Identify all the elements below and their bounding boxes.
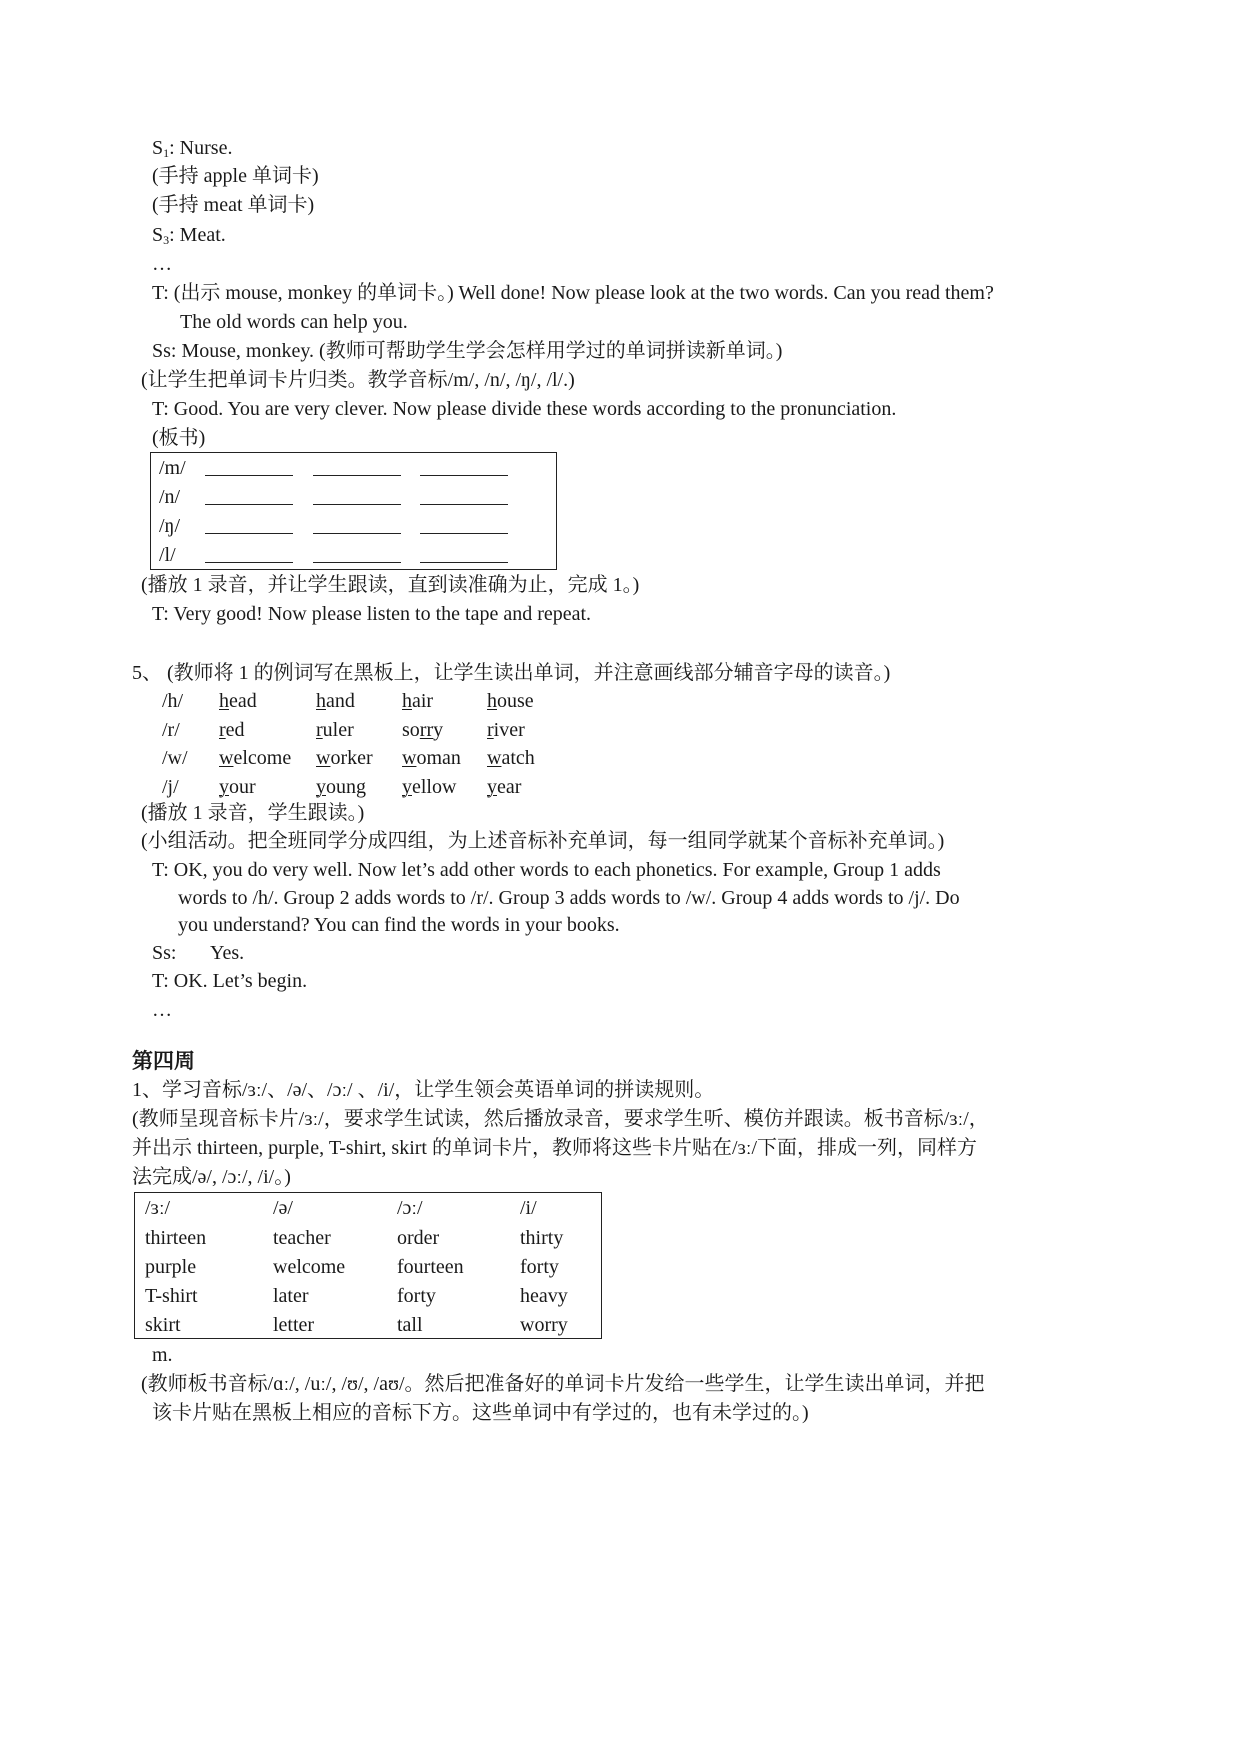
- phonetic-symbol: /n/: [159, 486, 181, 508]
- speaker-subscript: 3: [163, 233, 170, 247]
- example-word: [219, 775, 256, 799]
- answer-blank: [313, 533, 401, 534]
- board-table-nasal-sounds: [150, 452, 557, 570]
- word-suffix: ear: [497, 775, 522, 798]
- speaker-label: S: [152, 224, 164, 246]
- students-line: Ss: Mouse, monkey. (教师可帮助学生学会怎样用学过的单词拼读新单词。): [152, 340, 783, 362]
- phonetic-symbol: /w/: [162, 747, 188, 769]
- table-cell: heavy: [520, 1285, 568, 1307]
- answer-blank: [420, 533, 508, 534]
- table-cell: T-shirt: [145, 1285, 198, 1307]
- table-cell: thirteen: [145, 1227, 207, 1249]
- example-word: [316, 718, 354, 742]
- phonetic-symbol: /h/: [162, 690, 184, 712]
- table-cell: order: [397, 1227, 440, 1249]
- phonetic-symbol: /m/: [159, 457, 186, 479]
- answer-blank: [420, 504, 508, 505]
- table-cell: teacher: [273, 1227, 331, 1249]
- teacher-line-continued: you understand? You can find the words in your books.: [178, 914, 620, 936]
- stage-note: (小组活动。把全班同学分成四组，为上述音标补充单词，每一组同学就某个音标补充单词。): [141, 830, 945, 852]
- answer-blank: [420, 562, 508, 563]
- word-suffix: air: [412, 690, 434, 712]
- underlined-letters: r: [487, 718, 494, 741]
- speaker-label: S: [152, 137, 164, 159]
- utterance: : Nurse.: [169, 137, 233, 159]
- utterance: : Meat.: [169, 224, 226, 246]
- board-table-vowel-sounds: [134, 1192, 602, 1339]
- speaker-s1-line: [152, 136, 232, 165]
- word-suffix: uler: [322, 718, 354, 741]
- word-suffix: oung: [326, 775, 366, 798]
- underlined-letters: h: [316, 690, 326, 712]
- example-word: [402, 775, 456, 799]
- answer-blank: [420, 475, 508, 476]
- underlined-letters: w: [316, 747, 331, 769]
- answer-blank: [313, 562, 401, 563]
- table-cell: fourteen: [397, 1256, 464, 1278]
- word-suffix: ead: [229, 690, 257, 712]
- stage-note: (让学生把单词卡片归类。教学音标/m/, /n/, /ŋ/, /l/.): [141, 369, 575, 391]
- week-item-1: 1、学习音标/ɜː/、/ə/、/ɔː/ 、/i/，让学生领会英语单词的拼读规则。: [132, 1079, 715, 1101]
- table-cell: later: [273, 1285, 309, 1307]
- stage-note-continued: 并出示 thirteen, purple, T-shirt, skirt 的单词卡片，教师将这些卡片贴在/ɜː/下面，排成一列，同样方: [132, 1137, 978, 1159]
- week-heading: 第四周: [132, 1049, 195, 1073]
- speaker-s3-line: [152, 223, 226, 252]
- underlined-letters: y: [402, 775, 412, 798]
- answer-blank: [205, 504, 293, 505]
- table-cell: letter: [273, 1314, 315, 1336]
- word-suffix: y: [433, 718, 444, 741]
- phonetic-symbol: /ŋ/: [159, 515, 181, 537]
- answer-blank: [313, 504, 401, 505]
- table-cell: skirt: [145, 1314, 181, 1336]
- speaker-subscript: 1: [163, 146, 170, 160]
- word-suffix: ouse: [497, 690, 534, 712]
- word-suffix: elcome: [233, 747, 292, 769]
- word-suffix: ellow: [412, 775, 457, 798]
- teacher-line: T: OK, you do very well. Now let’s add other words to each phonetics. For example, Group 1 adds: [152, 859, 941, 881]
- stage-note: (教师呈现音标卡片/ɜː/，要求学生试读，然后播放录音，要求学生听、模仿并跟读。板书音标/ɜː/，: [132, 1108, 989, 1130]
- teacher-line: T: (出示 mouse, monkey 的单词卡。) Well done! Now please look at the two words. Can you read them?: [152, 282, 994, 304]
- ellipsis: …: [152, 999, 172, 1021]
- phonetic-symbol: /r/: [162, 718, 180, 741]
- table-cell: tall: [397, 1314, 423, 1336]
- teacher-line: T: OK. Let’s begin.: [152, 970, 308, 992]
- example-word: [487, 689, 534, 713]
- underlined-letters: y: [487, 775, 497, 798]
- column-header: /ə/: [273, 1197, 293, 1219]
- word-suffix: ed: [225, 718, 245, 741]
- section-5-intro: 5、 (教师将 1 的例词写在黑板上，让学生读出单词，并注意画线部分辅音字母的读音。): [132, 662, 891, 684]
- word-suffix: our: [229, 775, 256, 798]
- word-suffix: oman: [416, 747, 461, 769]
- example-word: [402, 689, 433, 713]
- teacher-line: T: Good. You are very clever. Now please divide these words according to the pronunciation.: [152, 398, 897, 420]
- fragment-line: m.: [152, 1344, 173, 1366]
- stage-note-continued: 该卡片贴在黑板上相应的音标下方。这些单词中有学过的，也有未学过的。): [152, 1402, 809, 1424]
- stage-note: (板书): [152, 427, 206, 449]
- table-cell: forty: [397, 1285, 436, 1307]
- example-word: [219, 746, 291, 770]
- stage-note: (手持 apple 单词卡): [152, 165, 319, 187]
- students-label: Ss:: [152, 942, 177, 964]
- underlined-letters: h: [402, 690, 412, 712]
- answer-blank: [313, 475, 401, 476]
- teacher-line: T: Very good! Now please listen to the tape and repeat.: [152, 603, 592, 625]
- underlined-letters: y: [219, 775, 229, 798]
- example-word: [219, 718, 245, 742]
- column-header: /ɜː/: [145, 1197, 171, 1219]
- word-suffix: orker: [330, 747, 373, 769]
- example-word: [316, 746, 373, 770]
- column-header: /i/: [520, 1197, 537, 1219]
- word-suffix: atch: [501, 747, 535, 769]
- underlined-letters: r: [219, 718, 226, 741]
- stage-note: (手持 meat 单词卡): [152, 194, 315, 216]
- teacher-line-continued: The old words can help you.: [180, 311, 408, 333]
- table-cell: purple: [145, 1256, 197, 1278]
- phonetic-symbol: /j/: [162, 775, 179, 798]
- underlined-letters: y: [316, 775, 326, 798]
- stage-note: (播放 1 录音，并让学生跟读，直到读准确为止，完成 1。): [141, 574, 640, 596]
- stage-note: (教师板书音标/ɑː/, /uː/, /ʊ/, /aʊ/。然后把准备好的单词卡片发给一些学生，让学生读出单词，并把: [141, 1373, 985, 1395]
- underlined-letters: h: [219, 690, 229, 712]
- answer-blank: [205, 475, 293, 476]
- underlined-letters: r: [316, 718, 323, 741]
- example-word: [316, 775, 366, 799]
- table-cell: thirty: [520, 1227, 564, 1249]
- underlined-letters: h: [487, 690, 497, 712]
- table-cell: worry: [520, 1314, 568, 1336]
- stage-note-continued: 法完成/ə/, /ɔː/, /i/。): [132, 1166, 291, 1188]
- word-suffix: and: [326, 690, 355, 712]
- example-word: [402, 746, 461, 770]
- example-word: [487, 746, 535, 770]
- stage-note: (播放 1 录音，学生跟读。): [141, 802, 365, 824]
- table-cell: forty: [520, 1256, 559, 1278]
- example-word: [316, 689, 355, 713]
- example-word: [487, 718, 525, 742]
- word-prefix: so: [402, 718, 420, 741]
- table-cell: welcome: [273, 1256, 346, 1278]
- underlined-letters: w: [219, 747, 234, 769]
- example-word: [219, 689, 257, 713]
- answer-blank: [205, 562, 293, 563]
- answer-blank: [205, 533, 293, 534]
- underlined-letters: w: [402, 747, 417, 769]
- word-suffix: iver: [493, 718, 525, 741]
- underlined-letters: rr: [419, 718, 434, 741]
- teacher-line-continued: words to /h/. Group 2 adds words to /r/. Group 3 adds words to /w/. Group 4 adds words to /j/. Do: [178, 887, 960, 909]
- example-word: [487, 775, 521, 799]
- underlined-letters: w: [487, 747, 502, 769]
- phonetic-symbol: /l/: [159, 544, 176, 566]
- students-reply: Yes.: [210, 942, 245, 964]
- example-word: [402, 718, 443, 742]
- ellipsis: …: [152, 253, 172, 275]
- column-header: /ɔː/: [397, 1197, 423, 1219]
